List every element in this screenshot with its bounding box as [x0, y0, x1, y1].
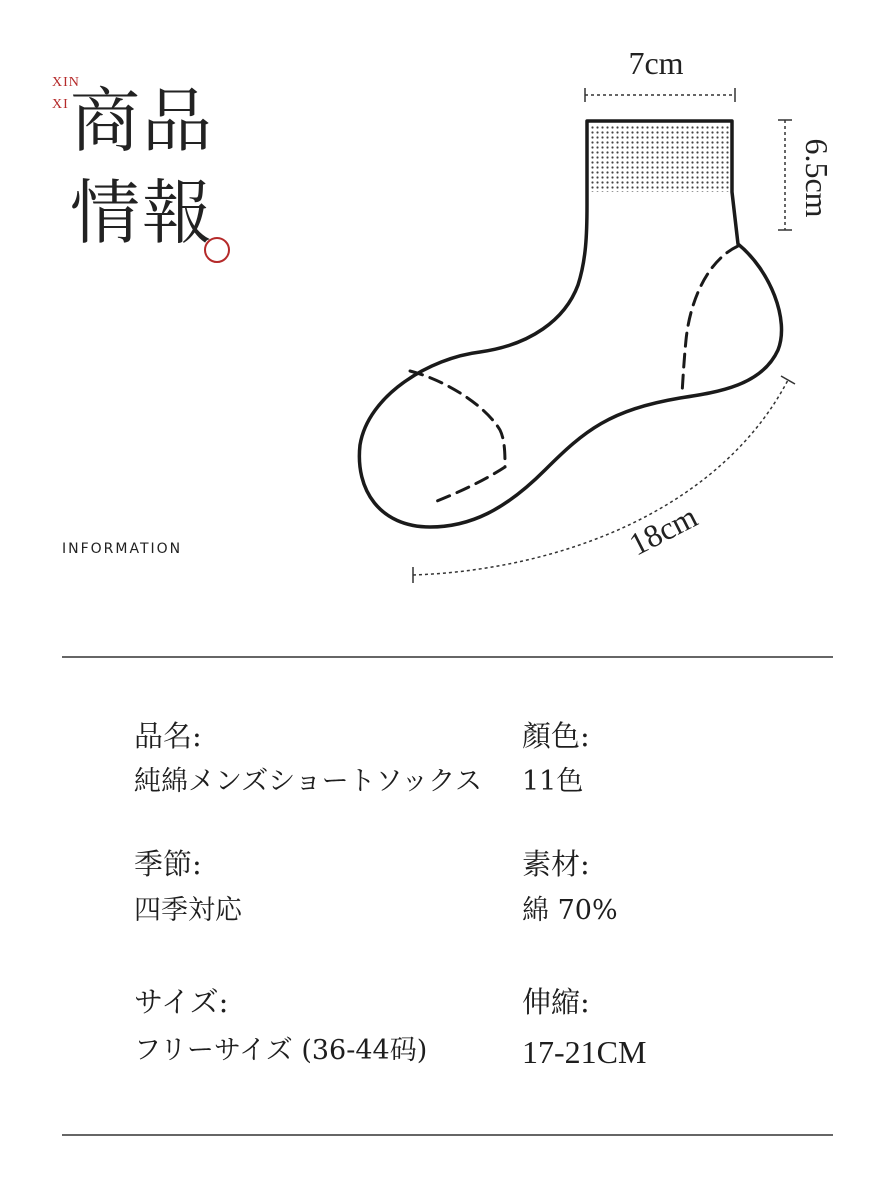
pinyin-xin: XIN: [52, 75, 80, 90]
title-line-2: 情報: [70, 172, 214, 254]
information-label: INFORMATION: [62, 541, 183, 557]
length-dimension: [413, 376, 795, 583]
top-divider: [62, 656, 833, 658]
bottom-divider: [62, 1134, 833, 1136]
spec-value-product-name: 純綿メンズショートソックス: [134, 766, 483, 797]
height-dimension: [778, 120, 835, 230]
spec-label-color: 顏色:: [522, 719, 590, 753]
pinyin-xi: XI: [52, 97, 69, 112]
spec-label-product-name: 品名:: [134, 719, 202, 753]
heel-stitch: [682, 246, 738, 394]
spec-label-stretch: 伸縮:: [522, 985, 590, 1019]
title-line-1: 商品: [70, 80, 214, 162]
cuff-rib-texture: [589, 124, 730, 192]
width-label: 7cm: [628, 45, 684, 81]
spec-value-season: 四季対応: [134, 895, 242, 926]
height-label: 6.5cm: [799, 138, 835, 218]
spec-value-size: フリーサイズ (36-44码): [134, 1035, 428, 1066]
spec-label-size: サイズ:: [134, 985, 229, 1019]
toe-stitch: [410, 371, 505, 503]
spec-label-material: 素材:: [522, 847, 590, 881]
width-dimension: [585, 45, 735, 102]
spec-label-season: 季節:: [134, 847, 202, 881]
spec-value-stretch: 17-21CM: [522, 1034, 647, 1070]
length-label: 18cm: [623, 498, 703, 563]
spec-value-material: 綿 70%: [522, 895, 618, 926]
spec-value-color: 11色: [522, 766, 584, 797]
